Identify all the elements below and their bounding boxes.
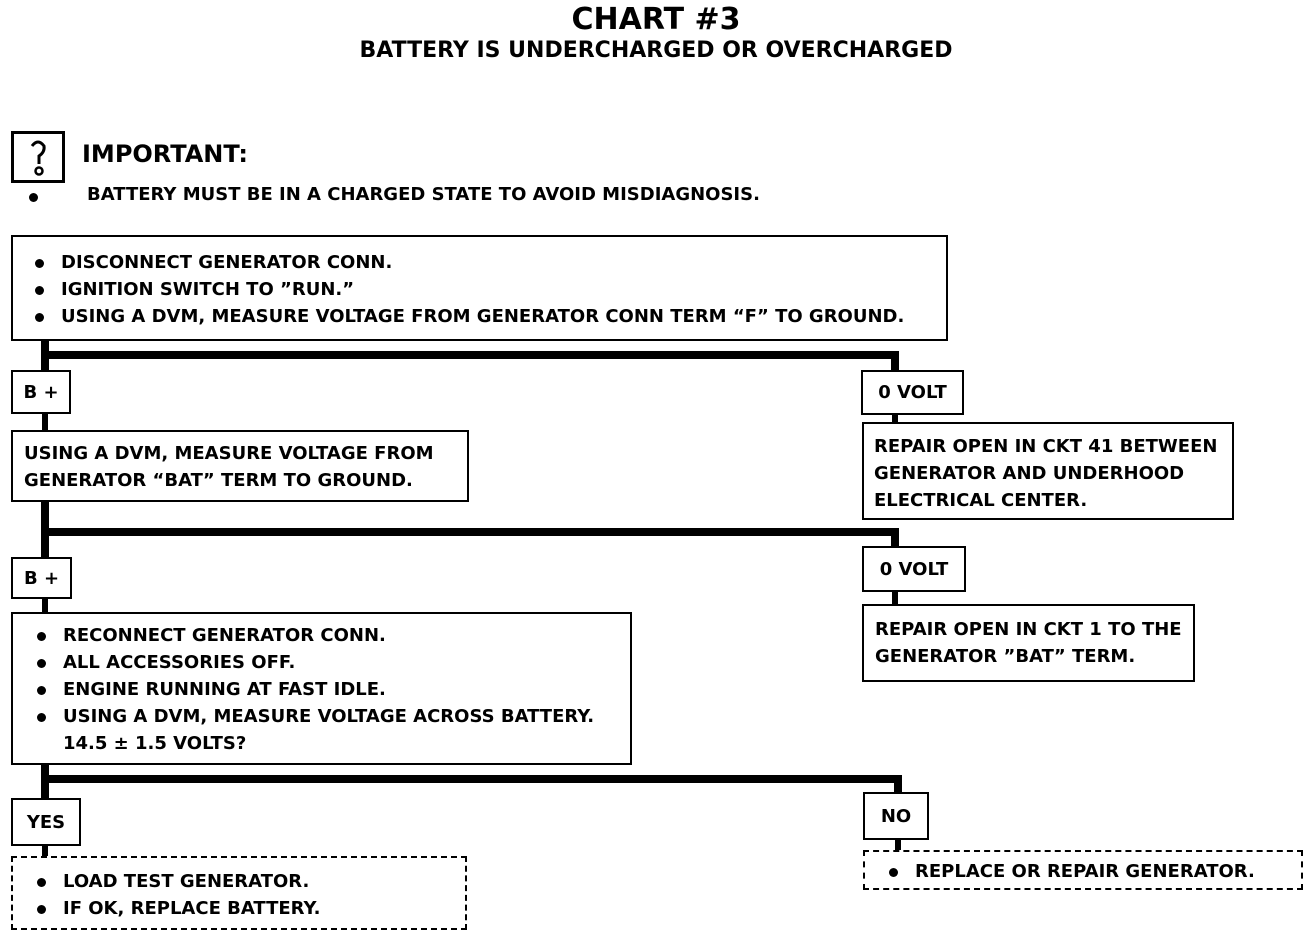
final-no-box <box>863 850 1303 890</box>
question-mark-icon <box>14 134 62 180</box>
step2-box <box>11 430 469 502</box>
final-yes-list <box>29 868 465 922</box>
step2-line: GENERATOR “BAT” TERM TO GROUND. <box>24 470 413 491</box>
important-note: BATTERY MUST BE IN A CHARGED STATE TO AVOID MISDIAGNOSIS. <box>87 184 760 205</box>
important-heading: IMPORTANT: <box>82 140 249 168</box>
step3-question: 14.5 ± 1.5 VOLTS? <box>63 733 247 754</box>
repair-ckt41-line: REPAIR OPEN IN CKT 41 BETWEEN <box>874 436 1218 457</box>
final-yes-box <box>11 856 467 930</box>
final-no-list <box>881 858 1301 885</box>
page-title: CHART #3 <box>571 2 741 37</box>
step3-item: USING A DVM, MEASURE VOLTAGE ACROSS BATTERY. <box>29 703 630 730</box>
important-bullet <box>29 193 38 202</box>
step3-item: RECONNECT GENERATOR CONN. <box>29 622 630 649</box>
final-yes-item: LOAD TEST GENERATOR. <box>29 868 465 895</box>
repair-ckt41-line: ELECTRICAL CENTER. <box>874 490 1088 511</box>
final-no-item: REPLACE OR REPAIR GENERATOR. <box>881 858 1301 885</box>
repair-ckt41-line: GENERATOR AND UNDERHOOD <box>874 463 1185 484</box>
final-yes-item: IF OK, REPLACE BATTERY. <box>29 895 465 922</box>
no-label: NO <box>863 792 929 840</box>
step3-list <box>29 622 630 730</box>
step1-box <box>11 235 948 341</box>
step1-list <box>27 249 946 330</box>
caution-icon <box>11 131 65 183</box>
step2-line: USING A DVM, MEASURE VOLTAGE FROM <box>24 443 434 464</box>
step1-bplus-label: B + <box>11 370 71 414</box>
page-subtitle: BATTERY IS UNDERCHARGED OR OVERCHARGED <box>359 38 953 63</box>
step1-item: DISCONNECT GENERATOR CONN. <box>27 249 946 276</box>
yes-label: YES <box>11 798 81 846</box>
repair-ckt1-line: REPAIR OPEN IN CKT 1 TO THE <box>875 619 1182 640</box>
step3-item: ENGINE RUNNING AT FAST IDLE. <box>29 676 630 703</box>
repair-ckt1-box <box>862 604 1195 682</box>
repair-ckt41-box <box>862 422 1234 520</box>
step3-box <box>11 612 632 765</box>
step3-item: ALL ACCESSORIES OFF. <box>29 649 630 676</box>
step1-item: USING A DVM, MEASURE VOLTAGE FROM GENERATOR CONN TERM “F” TO GROUND. <box>27 303 946 330</box>
step1-item: IGNITION SWITCH TO ”RUN.” <box>27 276 946 303</box>
repair-ckt1-line: GENERATOR ”BAT” TERM. <box>875 646 1136 667</box>
step2-zero-volt-label: 0 VOLT <box>862 546 966 592</box>
step1-zero-volt-label: 0 VOLT <box>861 370 964 415</box>
step2-bplus-label: B + <box>11 557 72 599</box>
